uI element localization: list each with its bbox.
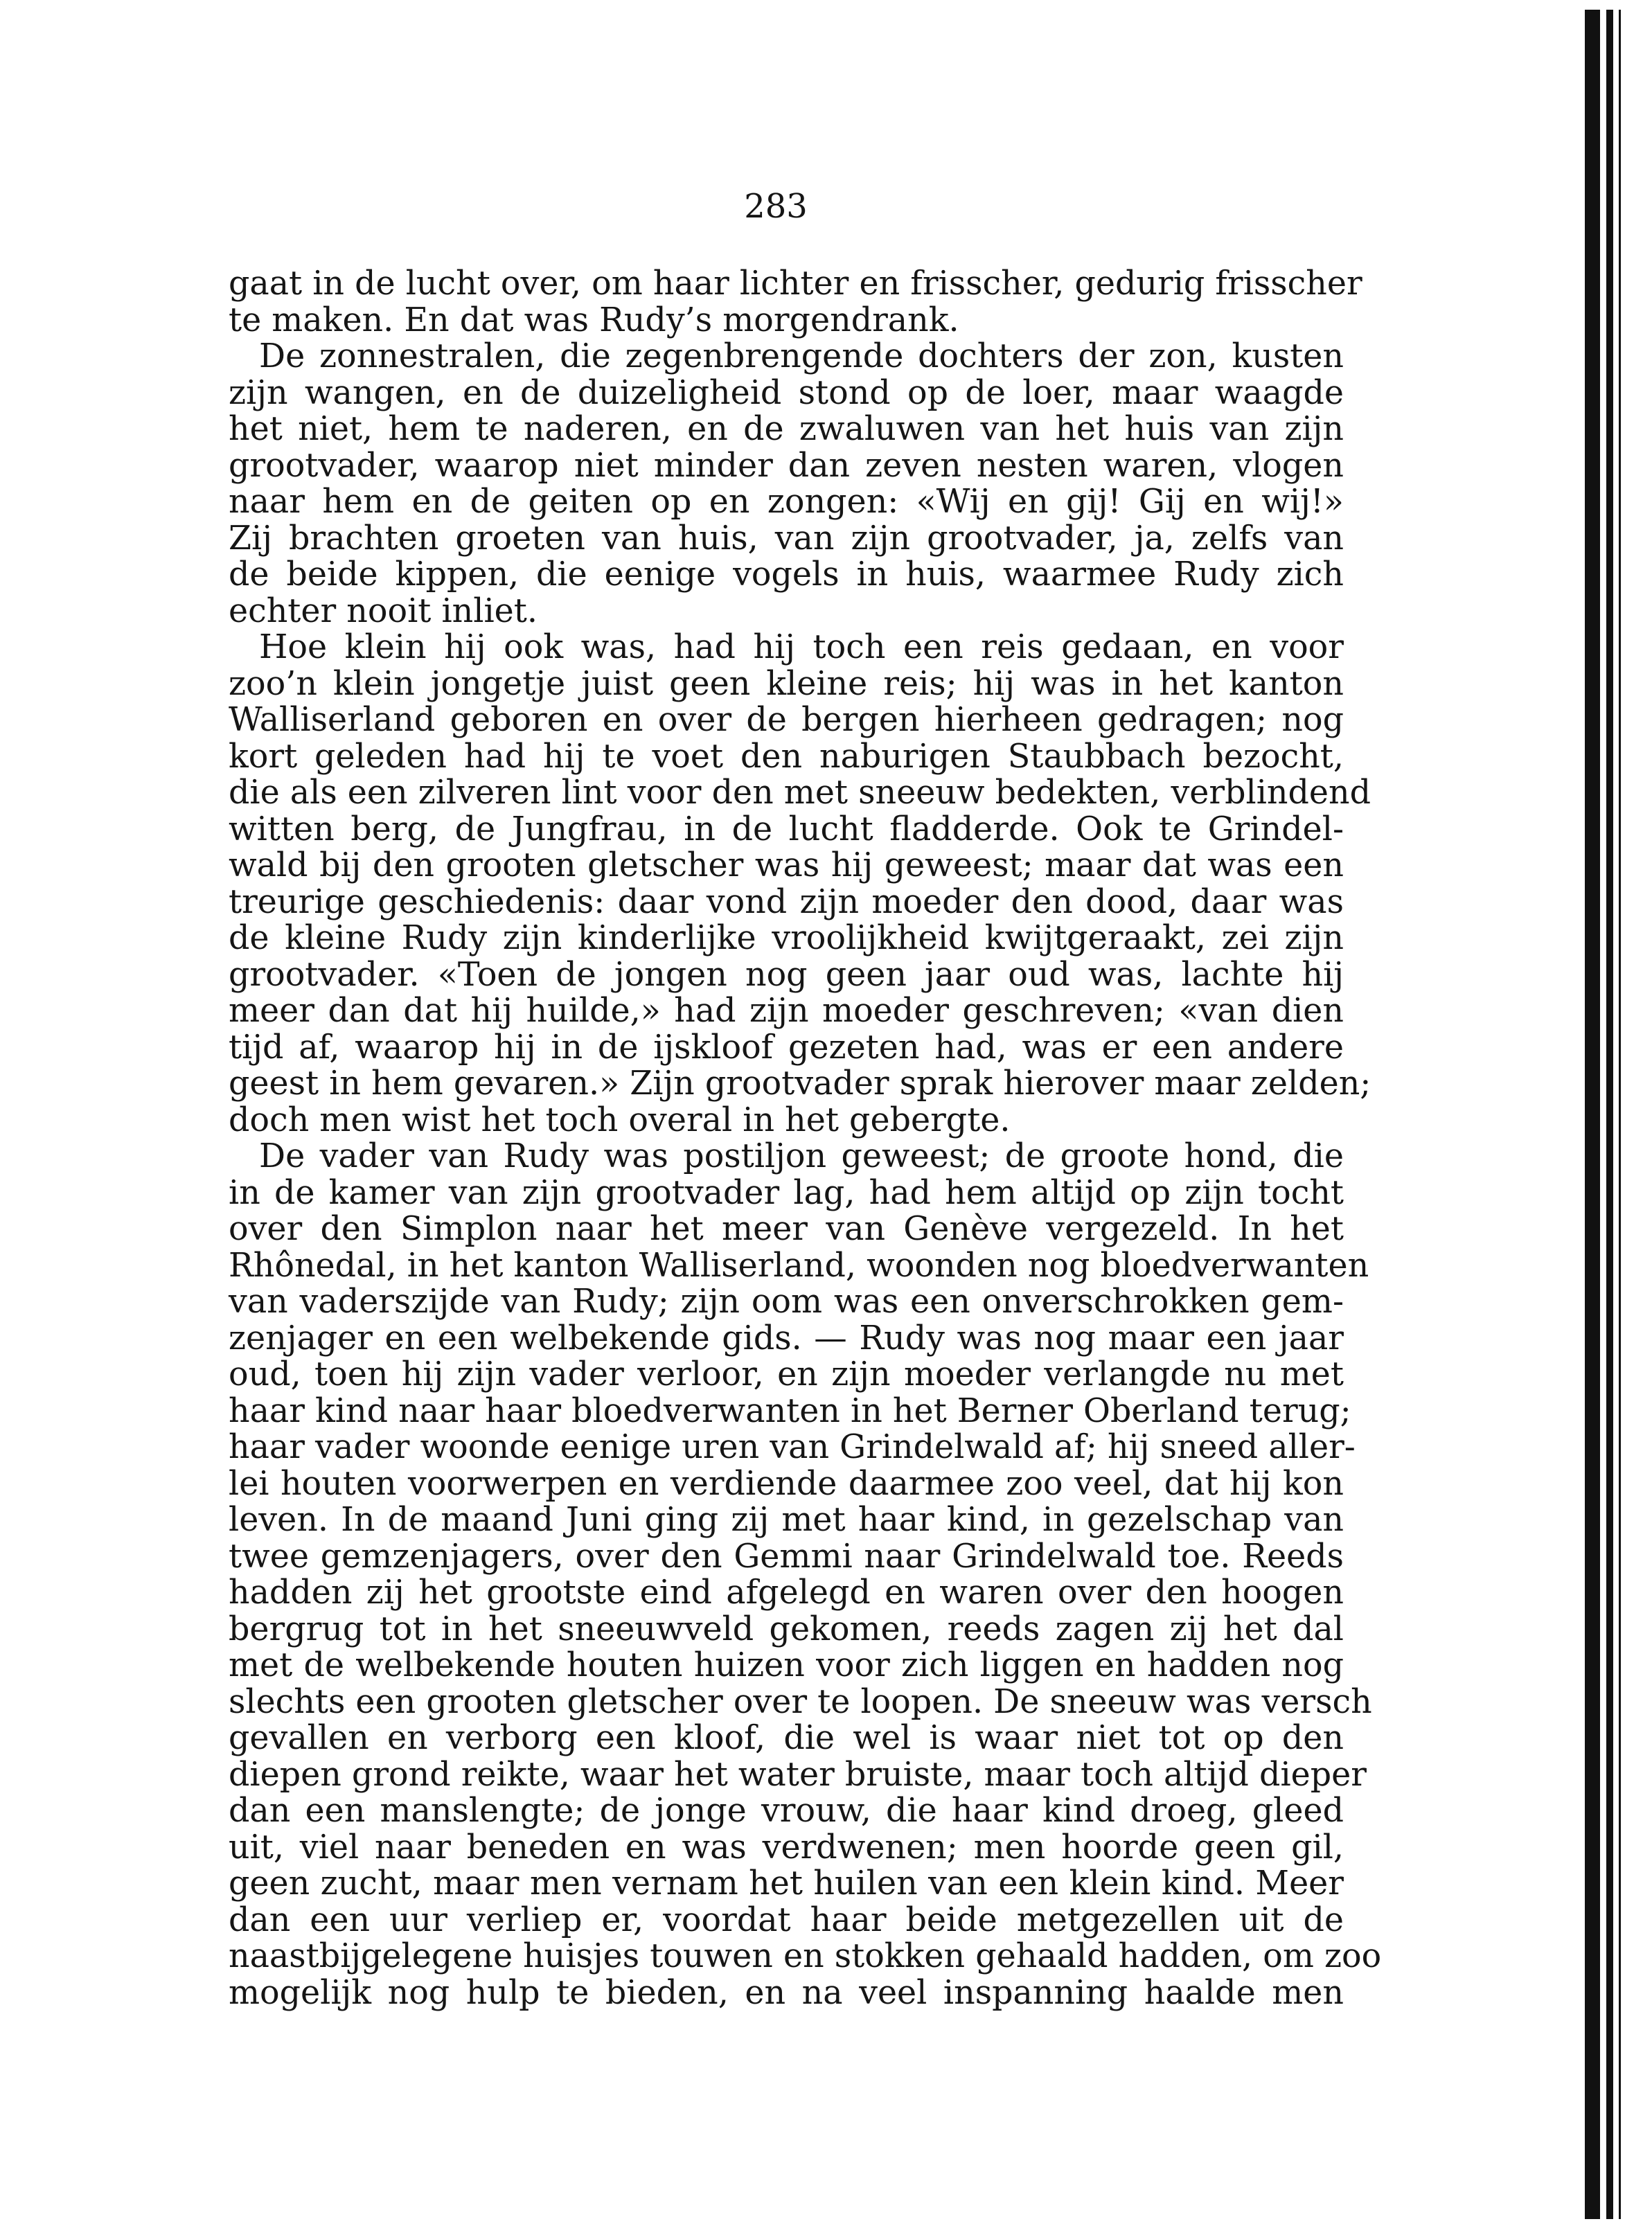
text-line: zenjager en een welbekende gids. — Rudy was nog maar een jaar [229,1319,1344,1357]
text-line: de kleine Rudy zijn kinderlijke vroolijkheid kwijtgeraakt, zei zijn [229,919,1344,957]
text-line: mogelijk nog hulp te bieden, en na veel inspanning haalde men [229,1973,1344,2012]
text-line: Rhônedal, in het kanton Walliserland, woonden nog bloedverwanten [229,1246,1369,1285]
text-line: tijd af, waarop hij in de ijskloof gezeten had, was er een andere [229,1028,1344,1067]
binding-edge-bar [1606,10,1613,2219]
text-line: zoo’n klein jongetje juist geen kleine reis; hij was in het kanton [229,664,1344,703]
text-line: De vader van Rudy was postiljon geweest; de groote hond, die [259,1137,1344,1175]
text-line: over den Simplon naar het meer van Genève vergezeld. In het [229,1210,1344,1248]
text-line: bergrug tot in het sneeuwveld gekomen, reeds zagen zij het dal [229,1610,1344,1648]
text-line: kort geleden had hij te voet den naburigen Staubbach bezocht, [229,737,1344,776]
text-line: het niet, hem te naderen, en de zwaluwen van het huis van zijn [229,410,1344,448]
text-line: van vaderszijde van Rudy; zijn oom was een onverschrokken gem- [229,1283,1344,1321]
paragraph [229,265,1362,339]
text-line: grootvader. «Toen de jongen nog geen jaar oud was, lachte hij [229,955,1344,994]
page-number: 283 [744,187,808,226]
text-line: in de kamer van zijn grootvader lag, had hem altijd op zijn tocht [229,1173,1344,1212]
paragraph [229,1137,1382,2012]
text-line: dan een manslengte; de jonge vrouw, die haar kind droeg, gleed [229,1792,1344,1830]
text-line: echter nooit inliet. [229,591,538,630]
text-line: Walliserland geboren en over de bergen hierheen gedragen; nog [229,701,1344,739]
text-line: hadden zij het grootste eind afgelegd en waren over den hoogen [229,1574,1344,1612]
paragraph [229,628,1371,1139]
paragraph [229,339,1344,630]
text-line: grootvader, waarop niet minder dan zeven nesten waren, vlogen [229,446,1344,485]
text-line: de beide kippen, die eenige vogels in huis, waarmee Rudy zich [229,555,1344,594]
text-line: gevallen en verborg een kloof, die wel is waar niet tot op den [229,1719,1344,1757]
text-line: doch men wist het toch overal in het gebergte. [229,1101,1011,1139]
text-line: diepen grond reikte, waar het water bruiste, maar toch altijd dieper [229,1755,1367,1794]
text-line: oud, toen hij zijn vader verloor, en zijn moeder verlangde nu met [229,1355,1344,1394]
text-line: naastbijgelegene huisjes touwen en stokken gehaald hadden, om zoo [229,1937,1382,1975]
body-text [229,265,1382,2012]
text-line: leven. In de maand Juni ging zij met haar kind, in gezelschap van [229,1501,1344,1539]
text-line: haar kind naar haar bloedverwanten in het Berner Oberland terug; [229,1391,1351,1430]
text-line: met de welbekende houten huizen voor zich liggen en hadden nog [229,1646,1344,1684]
text-line: treurige geschiedenis: daar vond zijn moeder den dood, daar was [229,882,1344,921]
text-line: wald bij den grooten gletscher was hij geweest; maar dat was een [229,846,1344,884]
text-line: haar vader woonde eenige uren van Grindelwald af; hij sneed aller- [229,1428,1356,1466]
text-line: slechts een grooten gletscher over te loopen. De sneeuw was versch [229,1682,1372,1721]
text-line: Hoe klein hij ook was, had hij toch een reis gedaan, en voor [259,628,1344,666]
text-line: dan een uur verliep er, voordat haar beide metgezellen uit de [229,1900,1344,1939]
text-line: meer dan dat hij huilde,» had zijn moeder geschreven; «van dien [229,992,1344,1030]
binding-edge-bar [1585,10,1600,2219]
text-line: twee gemzenjagers, over den Gemmi naar Grindelwald toe. Reeds [229,1537,1344,1576]
text-line: te maken. En dat was Rudy’s morgendrank. [229,301,959,339]
text-line: naar hem en de geiten op en zongen: «Wij en gij! Gij en wij!» [229,483,1344,521]
text-line: uit, viel naar beneden en was verdwenen; men hoorde geen gil, [229,1828,1344,1867]
text-line: De zonnestralen, die zegenbrengende dochters der zon, kusten [259,337,1344,375]
binding-edge-bar [1619,10,1621,2219]
text-line: lei houten voorwerpen en verdiende daarmee zoo veel, dat hij kon [229,1464,1344,1503]
text-line: zijn wangen, en de duizeligheid stond op de loer, maar waagde [229,373,1344,412]
text-line: Zij brachten groeten van huis, van zijn grootvader, ja, zelfs van [229,519,1344,558]
text-line: geest in hem gevaren.» Zijn grootvader sprak hierover maar zelden; [229,1065,1371,1103]
text-line: gaat in de lucht over, om haar lichter en frisscher, gedurig frisscher [229,265,1362,303]
text-line: witten berg, de Jungfrau, in de lucht fladderde. Ook te Grindel- [229,810,1344,848]
text-line: die als een zilveren lint voor den met sneeuw bedekten, verblindend [229,774,1371,812]
text-line: geen zucht, maar men vernam het huilen van een klein kind. Meer [229,1864,1344,1903]
